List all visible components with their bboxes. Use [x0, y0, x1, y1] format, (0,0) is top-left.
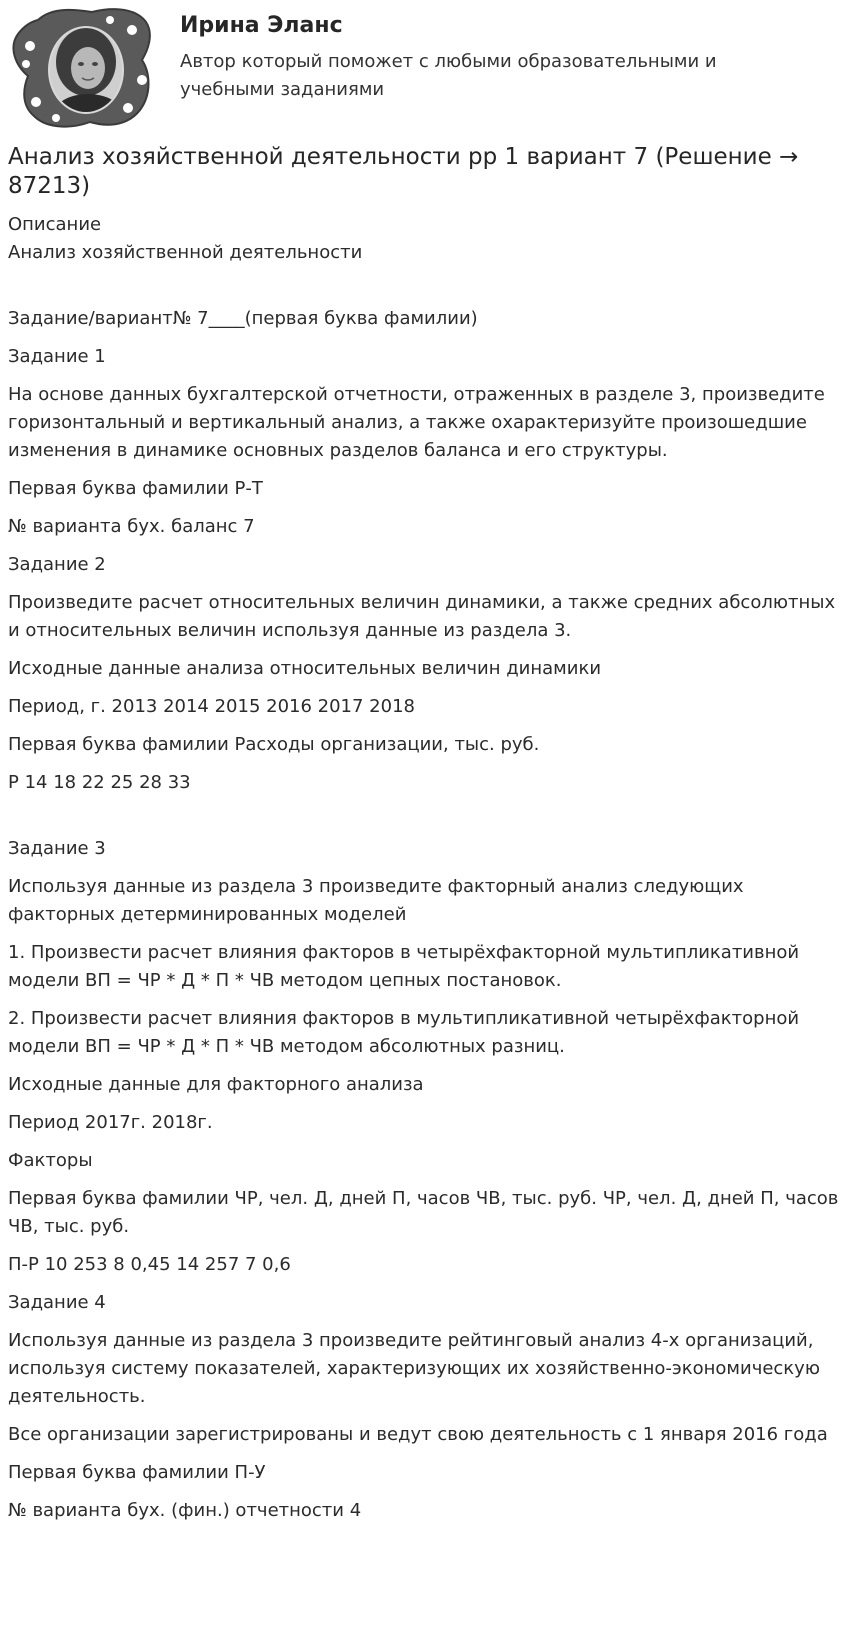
- task-1-variant: № варианта бух. баланс 7: [8, 516, 255, 537]
- task-2-data-title: Исходные данные анализа относительных величин динамики: [8, 658, 602, 679]
- task-4-text: Используя данные из раздела 3 произведите рейтинговый анализ 4-х организаций, используя систему показателей, характеризующих их хозяйственно-экономическую деятельность.: [8, 1330, 820, 1407]
- avatar-film-frame-icon: [8, 6, 154, 130]
- task-3-values: П-Р 10 253 8 0,45 14 257 7 0,6: [8, 1254, 291, 1275]
- task-3-item-2: 2. Произвести расчет влияния факторов в мультипликативной четырёхфакторной модели ВП = ЧР * Д * П * ЧВ методом абсолютных разниц.: [8, 1008, 800, 1057]
- task-3-factors: Факторы: [8, 1150, 93, 1171]
- task-3-item-1: 1. Произвести расчет влияния факторов в четырёхфакторной мультипликативной модели ВП = ЧР * Д * П * ЧВ методом цепных постановок.: [8, 942, 800, 991]
- task-2-heading: Задание 2: [8, 554, 106, 575]
- avatar[interactable]: [8, 6, 154, 130]
- task-2-text: Произведите расчет относительных величин динамики, а также средних абсолютных и относительных величин используя данные из раздела 3.: [8, 592, 836, 641]
- spacer: [8, 807, 839, 835]
- task-4-note: Все организации зарегистрированы и ведут свою деятельность с 1 января 2016 года: [8, 1424, 828, 1445]
- author-card: [8, 0, 839, 135]
- task-3-period: Период 2017г. 2018г.: [8, 1112, 213, 1133]
- task-3-heading: Задание 3: [8, 838, 106, 859]
- document-body: [8, 305, 839, 1525]
- task-4-heading: Задание 4: [8, 1292, 106, 1313]
- task-2-header: Первая буква фамилии Расходы организации, тыс. руб.: [8, 734, 540, 755]
- variant-line: Задание/вариант№ 7____(первая буква фамилии): [8, 308, 478, 329]
- task-1-letter: Первая буква фамилии Р-Т: [8, 478, 263, 499]
- spacer: [8, 267, 839, 305]
- task-3-data-title: Исходные данные для факторного анализа: [8, 1074, 424, 1095]
- task-2-values: Р 14 18 22 25 28 33: [8, 772, 191, 793]
- author-name[interactable]: Ирина Эланс: [180, 13, 343, 38]
- task-1-heading: Задание 1: [8, 346, 106, 367]
- task-1-text: На основе данных бухгалтерской отчетности, отраженных в разделе 3, произведите горизонтальный и вертикальный анализ, а также охарактеризуйте произошедшие изменения в динамике основных разделов баланса и его структуры.: [8, 384, 825, 461]
- author-description: Автор который поможет с любыми образовательными и учебными заданиями: [180, 51, 717, 100]
- author-info: [180, 6, 780, 104]
- task-3-text: Используя данные из раздела 3 произведите факторный анализ следующих факторных детерминированных моделей: [8, 876, 744, 925]
- task-4-variant: № варианта бух. (фин.) отчетности 4: [8, 1500, 362, 1521]
- task-2-period: Период, г. 2013 2014 2015 2016 2017 2018: [8, 696, 415, 717]
- document-title: Анализ хозяйственной деятельности рр 1 вариант 7 (Решение → 87213): [8, 144, 799, 199]
- task-4-letter: Первая буква фамилии П-У: [8, 1462, 266, 1483]
- description-text: Анализ хозяйственной деятельности: [8, 242, 363, 263]
- task-3-header: Первая буква фамилии ЧР, чел. Д, дней П, часов ЧВ, тыс. руб. ЧР, чел. Д, дней П, часов ЧВ, тыс. руб.: [8, 1188, 839, 1237]
- description-label: Описание: [8, 214, 102, 235]
